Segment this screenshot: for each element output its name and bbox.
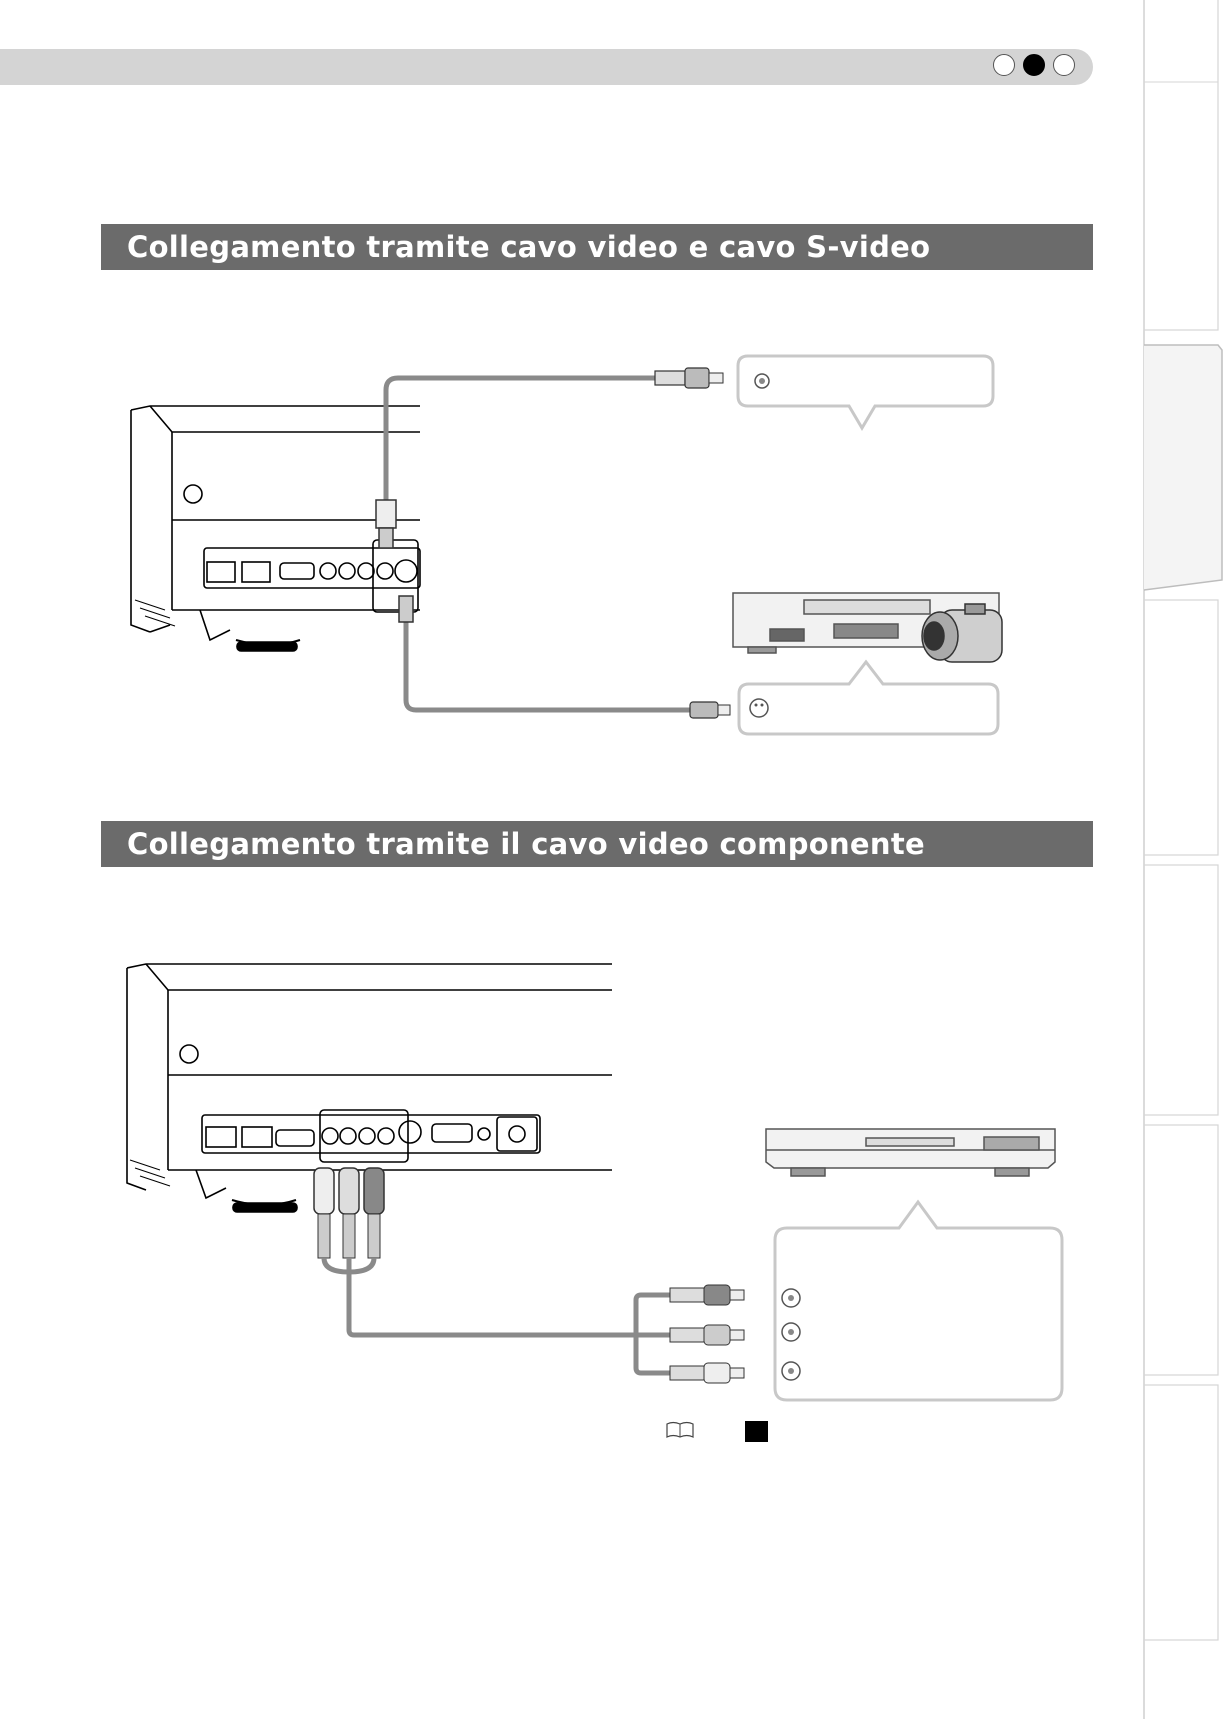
section-header-component: Collegamento tramite il cavo video componente [101,821,1093,867]
black-square-icon [745,1421,768,1442]
side-tab-strip [1140,0,1226,1719]
section-header-svideo: Collegamento tramite cavo video e cavo S-video [101,224,1093,270]
component-cable [314,1168,744,1383]
dvd-player-device [766,1129,1055,1176]
book-icon [665,1421,695,1439]
callout-component-output [775,1202,1062,1400]
